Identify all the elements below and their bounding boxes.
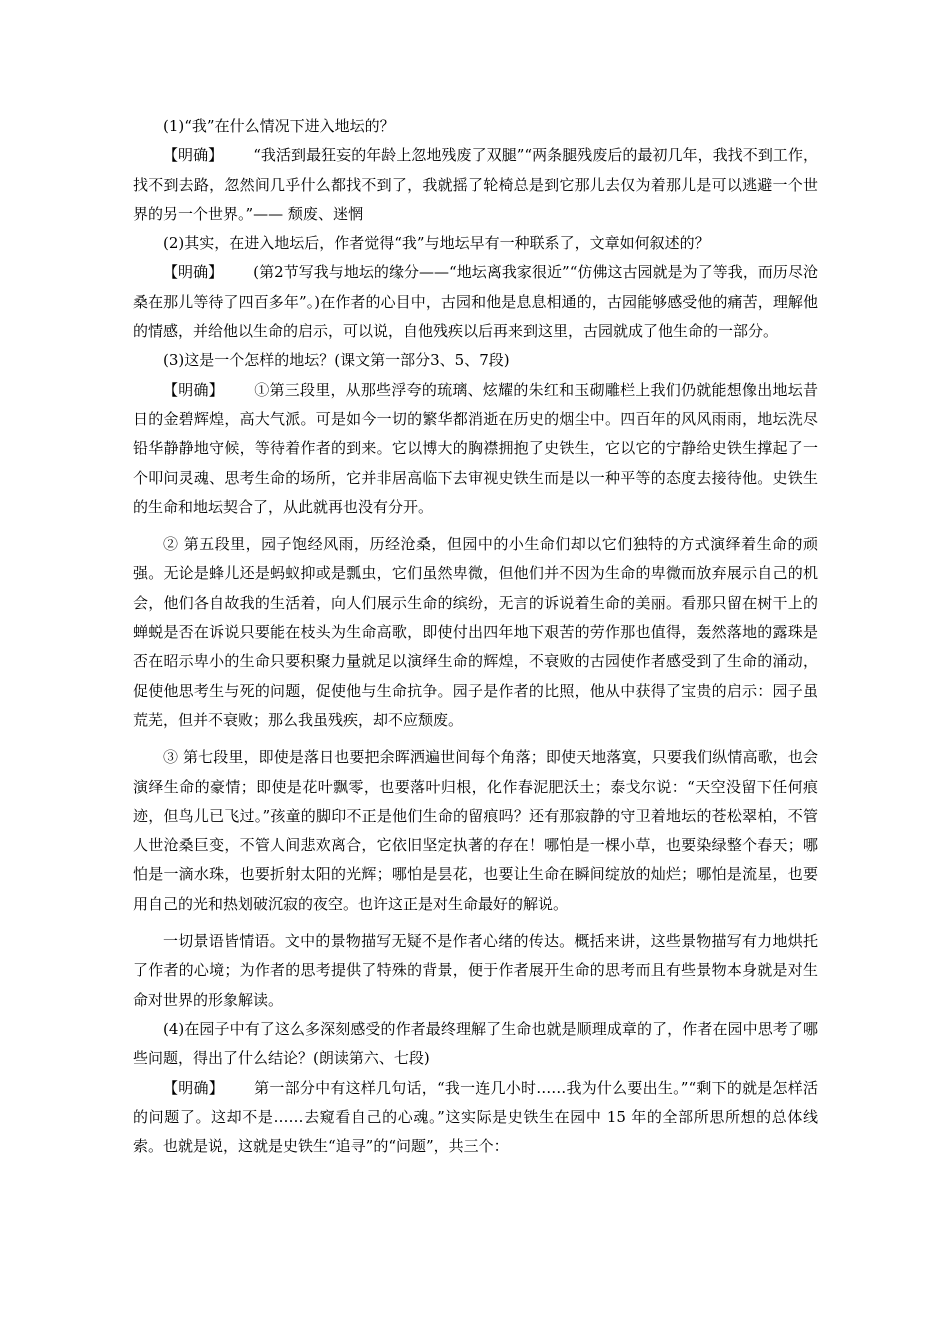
answer-4 <box>133 1074 818 1162</box>
paragraph-section-7 <box>133 743 818 919</box>
answer-1-tag: 【明确】 <box>163 146 224 165</box>
answer-1 <box>133 141 818 229</box>
answer-2-text: (第2节写我与地坛的缘分——“地坛离我家很近”“仿佛这古园就是为了等我，而历尽沧桑在那儿等待了四百多年”。)在作者的心目中，古园和他是息息相通的，古园能够感受他的痛苦，理解他的情感，并给他以生命的启示，可以说，自他残疾以后再来到这里，古园就成了他生命的一部分。 <box>133 263 818 341</box>
answer-2-tag: 【明确】 <box>163 263 224 282</box>
question-3 <box>133 346 818 375</box>
answer-3 <box>133 376 818 522</box>
answer-3-text: ①第三段里，从那些浮夸的琉璃、炫耀的朱红和玉砌雕栏上我们仍就能想像出地坛昔日的金碧辉煌，高大气派。可是如今一切的繁华都消逝在历史的烟尘中。四百年的风风雨雨，地坛洗尽铅华静静地守候，等待着作者的到来。它以博大的胸襟拥抱了史铁生，它以它的宁静给史铁生撑起了一个叩问灵魂、思考生命的场所，它并非居高临下去审视史铁生而是以一种平等的态度去接待他。史铁生的生命和地坛契合了，从此就再也没有分开。 <box>133 380 818 516</box>
question-2-text: (2)其实，在进入地坛后，作者觉得“我”与地坛早有一种联系了，文章如何叙述的？ <box>163 234 710 253</box>
paragraph-section-5 <box>133 530 818 735</box>
answer-1-text: “我活到最狂妄的年龄上忽地残废了双腿”“两条腿残废后的最初几年，我找不到工作，找不到去路，忽然间几乎什么都找不到了，我就摇了轮椅总是到它那儿去仅为着那儿是可以逃避一个世界的另一个世界。”—— 颓废、迷惘 <box>133 146 818 223</box>
paragraph-section-7-text: ③ 第七段里，即使是落日也要把余晖洒遍世间每个角落；即使天地落寞，只要我们纵情高歌，也会演绎生命的豪情；即使是花叶飘零，也要落叶归根，化作春泥肥沃土；泰戈尔说：“天空没留下任何痕迹，但鸟儿已飞过。”孩童的脚印不正是他们生命的留痕吗？还有那寂静的守卫着地坛的苍松翠柏，不管人世沧桑巨变，不管人间悲欢离合，它依旧坚定执著的存在！哪怕是一棵小草，也要染绿整个春天；哪怕是一滴水珠，也要折射太阳的光辉；哪怕是昙花，也要让生命在瞬间绽放的灿烂；哪怕是流星，也要用自己的光和热划破沉寂的夜空。也许这正是对生命最好的解说。 <box>133 748 818 913</box>
answer-4-tag: 【明确】 <box>163 1078 224 1097</box>
document-body <box>133 112 818 1161</box>
question-4-text: (4)在园子中有了这么多深刻感受的作者最终理解了生命也就是顺理成章的了，作者在园中思考了哪些问题，得出了什么结论？(朗读第六、七段) <box>133 1019 818 1068</box>
answer-4-text: 第一部分中有这样几句话，“我一连几小时……我为什么要出生。”“剩下的就是怎样活的问题了。这却不是……去窥看自己的心魂。”这实际是史铁生在园中 15 年的全部所思所想的总体线索。也就是说，这就是史铁生“追寻”的“问题”，共三个： <box>133 1078 818 1156</box>
question-3-text: (3)这是一个怎样的地坛？(课文第一部分3、5、7段) <box>163 351 510 370</box>
question-4 <box>133 1015 818 1074</box>
answer-3-tag: 【明确】 <box>163 380 224 399</box>
paragraph-summary-text: 一切景语皆情语。文中的景物描写无疑不是作者心绪的传达。概括来讲，这些景物描写有力地烘托了作者的心境；为作者的思考提供了特殊的背景，便于作者展开生命的思考而且有些景物本身就是对生命对世界的形象解读。 <box>133 932 818 1009</box>
question-1-text: (1)“我”在什么情况下进入地坛的？ <box>163 117 395 135</box>
question-1 <box>133 112 818 141</box>
answer-2 <box>133 258 818 346</box>
paragraph-summary <box>133 927 818 1015</box>
question-2 <box>133 229 818 258</box>
paragraph-section-5-text: ② 第五段里，园子饱经风雨，历经沧桑，但园中的小生命们却以它们独特的方式演绎着生命的顽强。无论是蜂儿还是蚂蚁抑或是瓢虫，它们虽然卑微，但他们并不因为生命的卑微而放弃展示自己的机会，他们各自故我的生活着，向人们展示生命的缤纷，无言的诉说着生命的美丽。看那只留在树干上的蝉蜕是否在诉说只要能在枝头为生命高歌，即使付出四年地下艰苦的劳作那也值得，轰然落地的露珠是否在昭示卑小的生命只要积聚力量就足以演绎生命的辉煌，不衰败的古园使作者感受到了生命的涌动，促使他思考生与死的问题，促使他与生命抗争。园子是作者的比照，他从中获得了宝贵的启示：园子虽荒芜，但并不衰败；那么我虽残疾，却不应颓废。 <box>133 535 818 729</box>
